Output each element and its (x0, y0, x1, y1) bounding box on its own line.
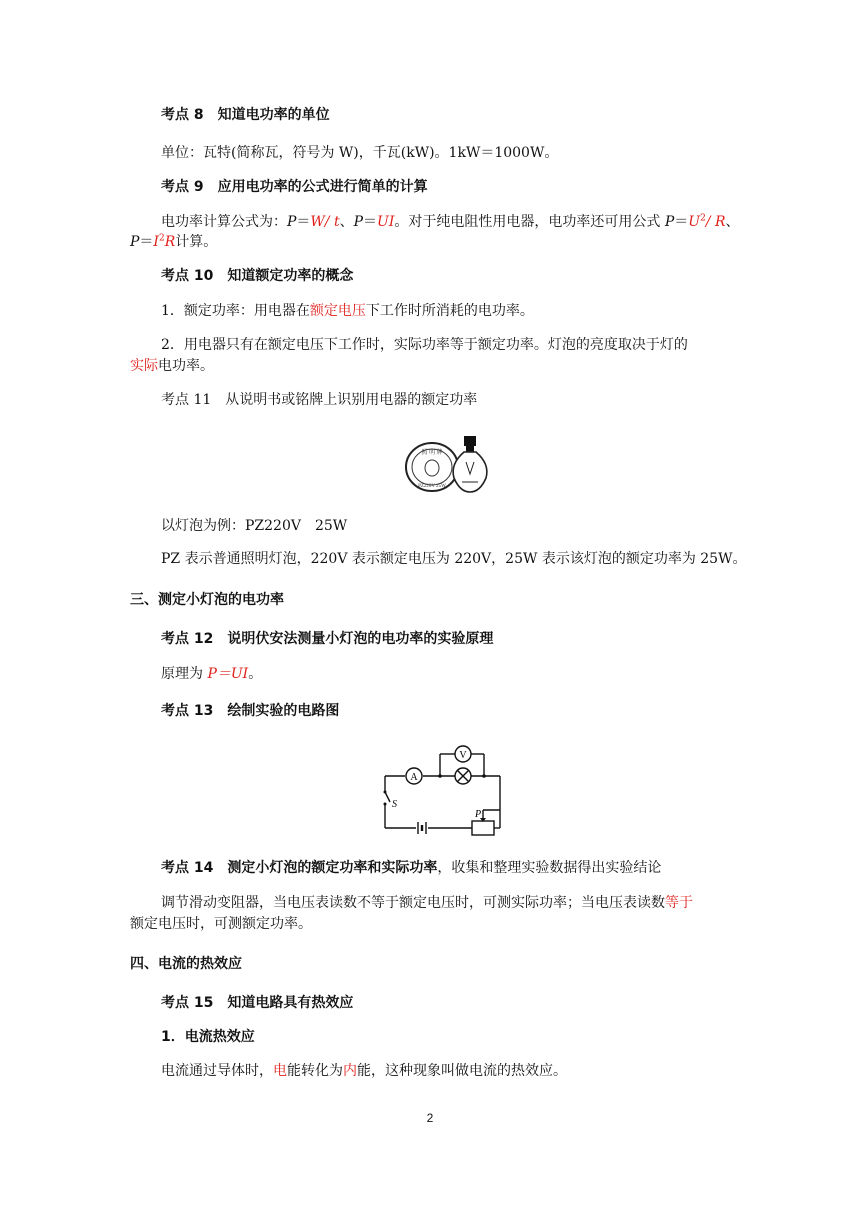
bulb-explanation: PZ 表示普通照明灯泡，220V 表示额定电压为 220V，25W 表示该灯泡的额定功率为 25W。 (161, 551, 747, 567)
formula-line-1: 电功率计算公式为：P＝W/ t、P＝UI。对于纯电阻性用电器，电功率还可用公式 $P=U^2/$ R、 (161, 213, 740, 230)
rated-actual-line-2: 实际电功率。 (130, 358, 214, 374)
switch-label: S (392, 799, 397, 810)
principle-text: 原理为 P＝UI。 (161, 666, 263, 682)
kd12-heading: 考点 12 说明伏安法测量小灯泡的电功率的实验原理 (161, 631, 494, 647)
section-4-heading: 四、电流的热效应 (130, 956, 242, 972)
svg-text:照 明 牌: 照 明 牌 (421, 450, 443, 456)
bulb-example-label: 以灯泡为例：PZ220V 25W (161, 518, 348, 534)
rheostat-label: P (475, 809, 482, 820)
kd13-heading: 考点 13 绘制实验的电路图 (161, 703, 340, 719)
section-3-heading: 三、测定小灯泡的电功率 (130, 592, 284, 608)
heat-effect-text: 电流通过导体时，电能转化为内能，这种现象叫做电流的热效应。 (161, 1063, 567, 1079)
kd10-heading: 考点 10 知道额定功率的概念 (161, 268, 354, 284)
adjust-line-2: 额定电压时，可测额定功率。 (130, 916, 312, 932)
rated-def: 1．额定功率：用电器在额定电压下工作时所消耗的电功率。 (161, 303, 534, 319)
rated-actual-line-1: 2．用电器只有在额定电压下工作时，实际功率等于额定功率。灯泡的亮度取决于灯的 (161, 337, 688, 353)
adjust-line-1: 调节滑动变阻器，当电压表读数不等于额定电压时，可测实际功率；当电压表读数等于 (161, 895, 693, 911)
svg-text:PZ220V 25W: PZ220V 25W (418, 484, 446, 489)
ammeter-label: A (410, 772, 418, 783)
kd15-heading: 考点 15 知道电路具有热效应 (161, 995, 354, 1011)
voltmeter-label: V (459, 750, 467, 761)
circuit-diagram (380, 740, 510, 836)
kd8-heading: 考点 8 知道电功率的单位 (161, 107, 330, 123)
page-number: 2 (426, 1111, 434, 1125)
formula-line-2: $P=I^2R$计算。 (130, 233, 218, 250)
unit-text: 单位：瓦特(简称瓦，符号为 W)，千瓦(kW)。1kW＝1000W。 (161, 145, 559, 161)
kd9-heading: 考点 9 应用电功率的公式进行简单的计算 (161, 179, 428, 195)
kd11-heading: 考点 11 从说明书或铭牌上识别用电器的额定功率 (161, 392, 478, 408)
heat-effect-title: 1．电流热效应 (161, 1029, 255, 1045)
bulb-nameplate-illustration (402, 430, 498, 496)
kd14-heading: 考点 14 测定小灯泡的额定功率和实际功率，收集和整理实验数据得出实验结论 (161, 860, 662, 876)
